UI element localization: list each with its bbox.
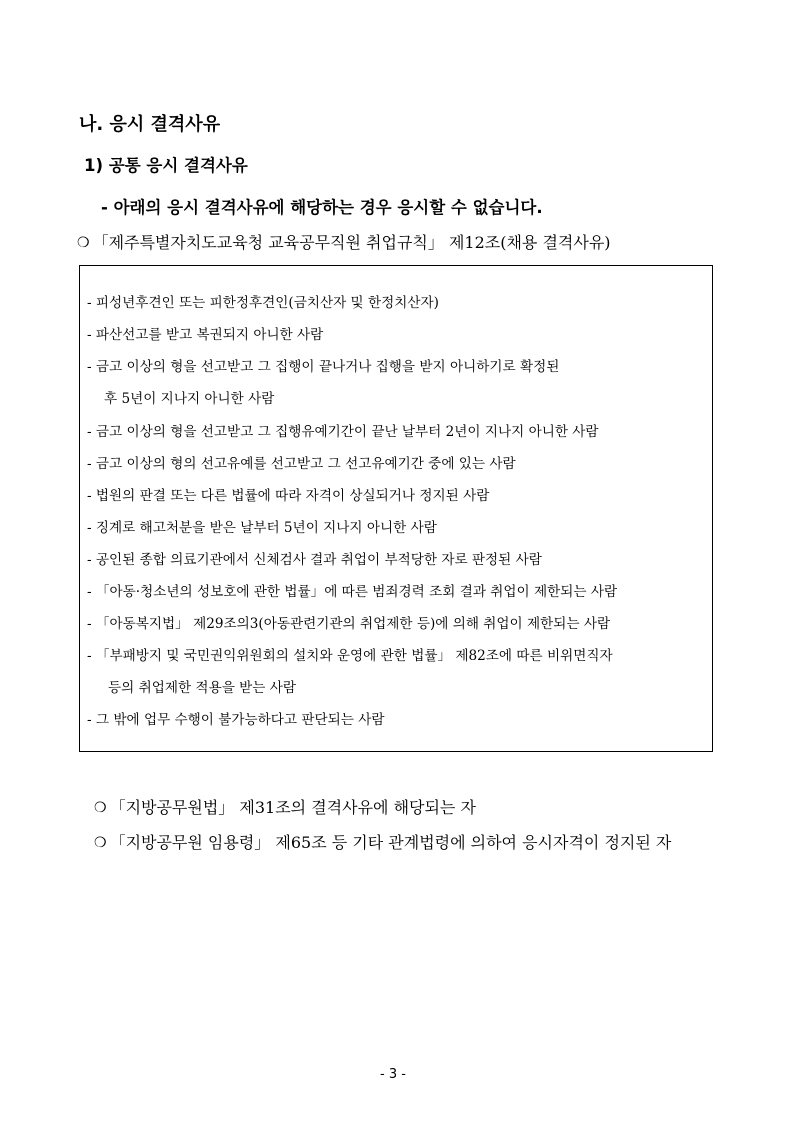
box-item-continuation: 등의 취업제한 적용을 받는 사람 (108, 680, 296, 696)
box-item: - 피성년후견인 또는 피한정후견인(금치산자 및 한정치산자) (87, 295, 439, 311)
circle-bullet-icon: ❍ (94, 800, 107, 816)
box-item: - 그 밖에 업무 수행이 불가능하다고 판단되는 사람 (87, 712, 385, 728)
box-item: - 「부패방지 및 국민권익위원회의 설치와 운영에 관한 법률」 제82조에 따른 비위면직자 (87, 648, 613, 664)
box-item: - 금고 이상의 형을 선고받고 그 집행유예기간이 끝난 날부터 2년이 지나지 아니한 사람 (87, 424, 599, 440)
rule-title (77, 230, 611, 253)
footer-item (94, 795, 476, 818)
box-item: - 「아동·청소년의 성보호에 관한 법률」에 따른 범죄경력 조회 결과 취업이 제한되는 사람 (87, 584, 618, 600)
box-item: - 「아동복지법」 제29조의3(아동관련기관의 취업제한 등)에 의해 취업이 제한되는 사람 (87, 616, 611, 632)
box-item: - 금고 이상의 형을 선고받고 그 집행이 끝나거나 집행을 받지 아니하기로 확정된 (87, 359, 560, 375)
footer-item-text: 「지방공무원 임용령」 제65조 등 기타 관계법령에 의하여 응시자격이 정지된 자 (109, 833, 672, 852)
box-item: - 금고 이상의 형의 선고유예를 선고받고 그 선고유예기간 중에 있는 사람 (87, 456, 516, 472)
page-number: - 3 - (380, 1067, 406, 1082)
circle-bullet-icon: ❍ (77, 235, 90, 251)
footer-item-text: 「지방공무원법」 제31조의 결격사유에 해당되는 자 (109, 798, 476, 817)
box-item: - 법원의 판결 또는 다른 법률에 따라 자격이 상실되거나 정지된 사람 (87, 488, 490, 504)
section-title: 나. 응시 결격사유 (79, 114, 221, 135)
subsection-title: 1) 공통 응시 결격사유 (84, 156, 248, 175)
box-item: - 징계로 해고처분을 받은 날부터 5년이 지나지 아니한 사람 (87, 520, 437, 536)
footer-item (94, 830, 671, 853)
rule-title-text: 「제주특별자치도교육청 교육공무직원 취업규칙」 제12조(채용 결격사유) (92, 233, 611, 252)
notice-text: - 아래의 응시 결격사유에 해당하는 경우 응시할 수 없습니다. (101, 198, 543, 217)
box-item: - 파산선고를 받고 복권되지 아니한 사람 (87, 327, 324, 343)
box-item: - 공인된 종합 의료기관에서 신체검사 결과 취업이 부적당한 자로 판정된 사람 (87, 552, 542, 568)
box-item-continuation: 후 5년이 지나지 아니한 사람 (104, 391, 275, 407)
circle-bullet-icon: ❍ (94, 835, 107, 851)
